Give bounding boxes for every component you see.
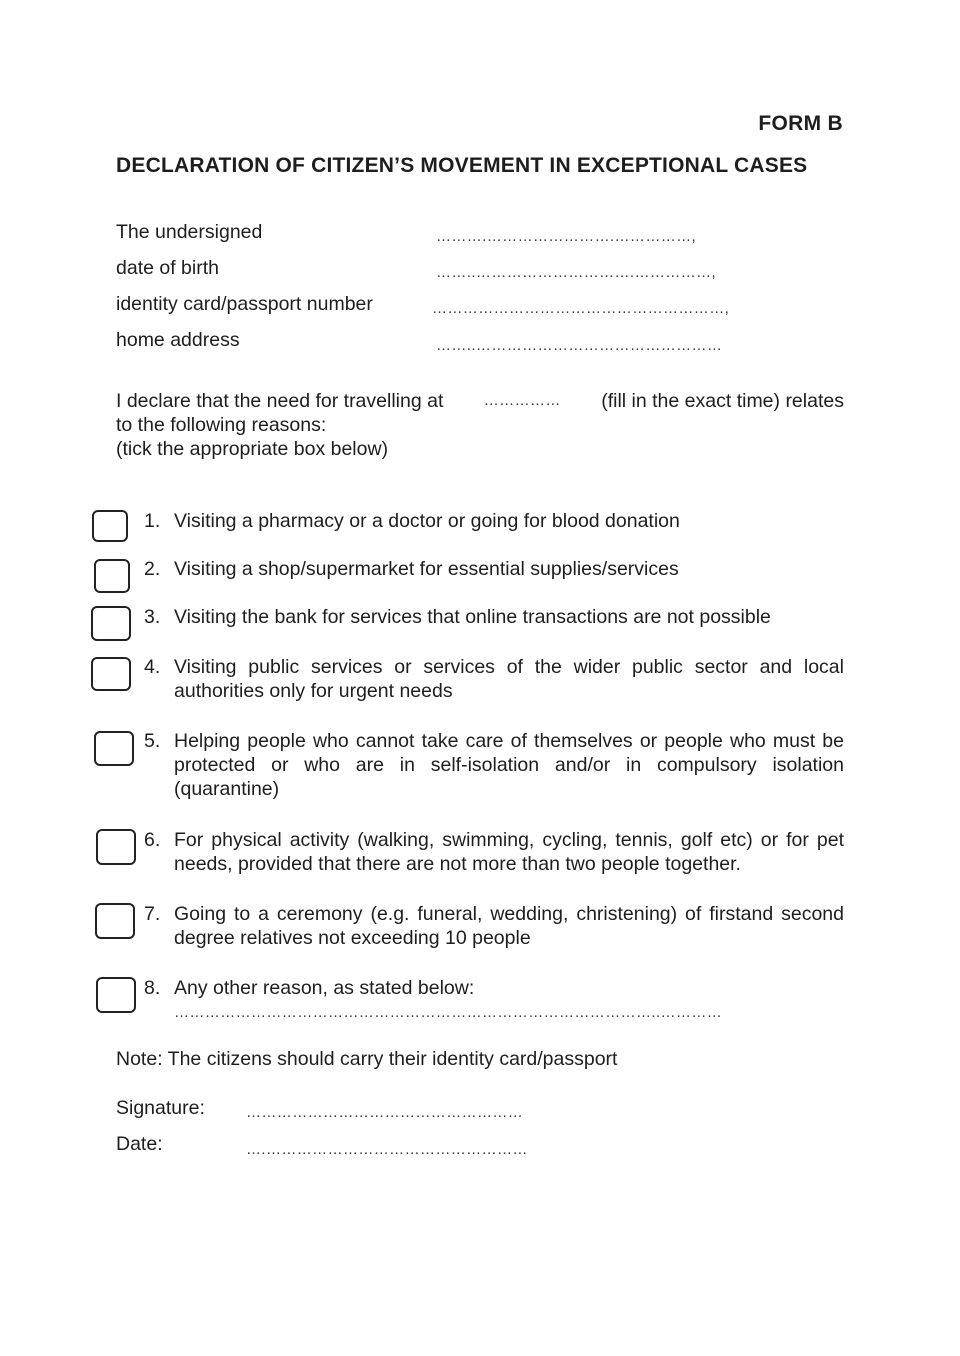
- reason-number: 7.: [144, 903, 161, 925]
- reason-checkbox-2[interactable]: [94, 559, 130, 593]
- reason-number: 6.: [144, 829, 161, 851]
- signature-label: Signature:: [116, 1097, 205, 1119]
- id-passport-field[interactable]: …………………………………………………,: [432, 300, 730, 317]
- home-address-field[interactable]: ……..…………………………………………: [436, 337, 723, 354]
- reason-checkbox-4[interactable]: [91, 657, 131, 691]
- undersigned-label: The undersigned: [116, 221, 263, 243]
- reason-number: 5.: [144, 730, 161, 752]
- note-text: Note: The citizens should carry their identity card/passport: [116, 1048, 618, 1070]
- reason-text: For physical activity (walking, swimming, cycling, tennis, golf etc) or for pet needs, provided that there are not more than two people together.: [174, 829, 844, 875]
- reason-text: Going to a ceremony (e.g. funeral, wedding, christening) of firstand second degree relatives not exceeding 10 people: [174, 903, 844, 949]
- form-label: FORM B: [758, 112, 843, 135]
- reason-checkbox-3[interactable]: [91, 606, 131, 641]
- reason-text: Any other reason, as stated below:: [174, 977, 475, 999]
- reason-number: 8.: [144, 977, 161, 999]
- reason-checkbox-1[interactable]: [92, 510, 128, 542]
- reason-checkbox-8[interactable]: [96, 977, 136, 1013]
- undersigned-field[interactable]: ……….…………………….……………,: [436, 228, 697, 245]
- travel-time-field[interactable]: ……………: [483, 392, 561, 409]
- declaration-prefix: I declare that the need for travelling at: [116, 390, 444, 412]
- declaration-paragraph: [116, 389, 846, 461]
- reason-checkbox-6[interactable]: [96, 829, 136, 865]
- reason-text: Visiting a shop/supermarket for essential supplies/services: [174, 558, 679, 580]
- date-of-birth-field[interactable]: ……..………………………….……………,: [436, 264, 717, 281]
- id-passport-label: identity card/passport number: [116, 293, 373, 315]
- reason-number: 3.: [144, 606, 161, 628]
- declaration-line-3: (tick the appropriate box below): [116, 438, 389, 460]
- reason-text: Visiting a pharmacy or a doctor or going for blood donation: [174, 510, 680, 532]
- date-label: Date:: [116, 1133, 163, 1155]
- date-of-birth-label: date of birth: [116, 257, 219, 279]
- other-reason-field[interactable]: …………………………………………………………………………………..…………: [174, 1004, 723, 1021]
- home-address-label: home address: [116, 329, 240, 351]
- reason-text: Helping people who cannot take care of themselves or people who must be protected or who are in self-isolation and/or in compulsory isolation (quarantine): [174, 730, 844, 800]
- reason-text: Visiting the bank for services that online transactions are not possible: [174, 606, 771, 628]
- date-field[interactable]: ….……………………………………………: [246, 1141, 528, 1158]
- reason-checkbox-5[interactable]: [94, 731, 134, 766]
- form-title: DECLARATION OF CITIZEN’S MOVEMENT IN EXCEPTIONAL CASES: [116, 154, 808, 177]
- declaration-suffix: (fill in the exact time) relates: [601, 390, 844, 412]
- declaration-line-2: to the following reasons:: [116, 414, 327, 436]
- reason-number: 2.: [144, 558, 161, 580]
- reason-number: 1.: [144, 510, 161, 532]
- reason-text: Visiting public services or services of the wider public sector and local authorities only for urgent needs: [174, 656, 844, 702]
- signature-field[interactable]: ………………………………………………: [246, 1104, 524, 1121]
- reason-number: 4.: [144, 656, 161, 678]
- reason-checkbox-7[interactable]: [95, 903, 135, 939]
